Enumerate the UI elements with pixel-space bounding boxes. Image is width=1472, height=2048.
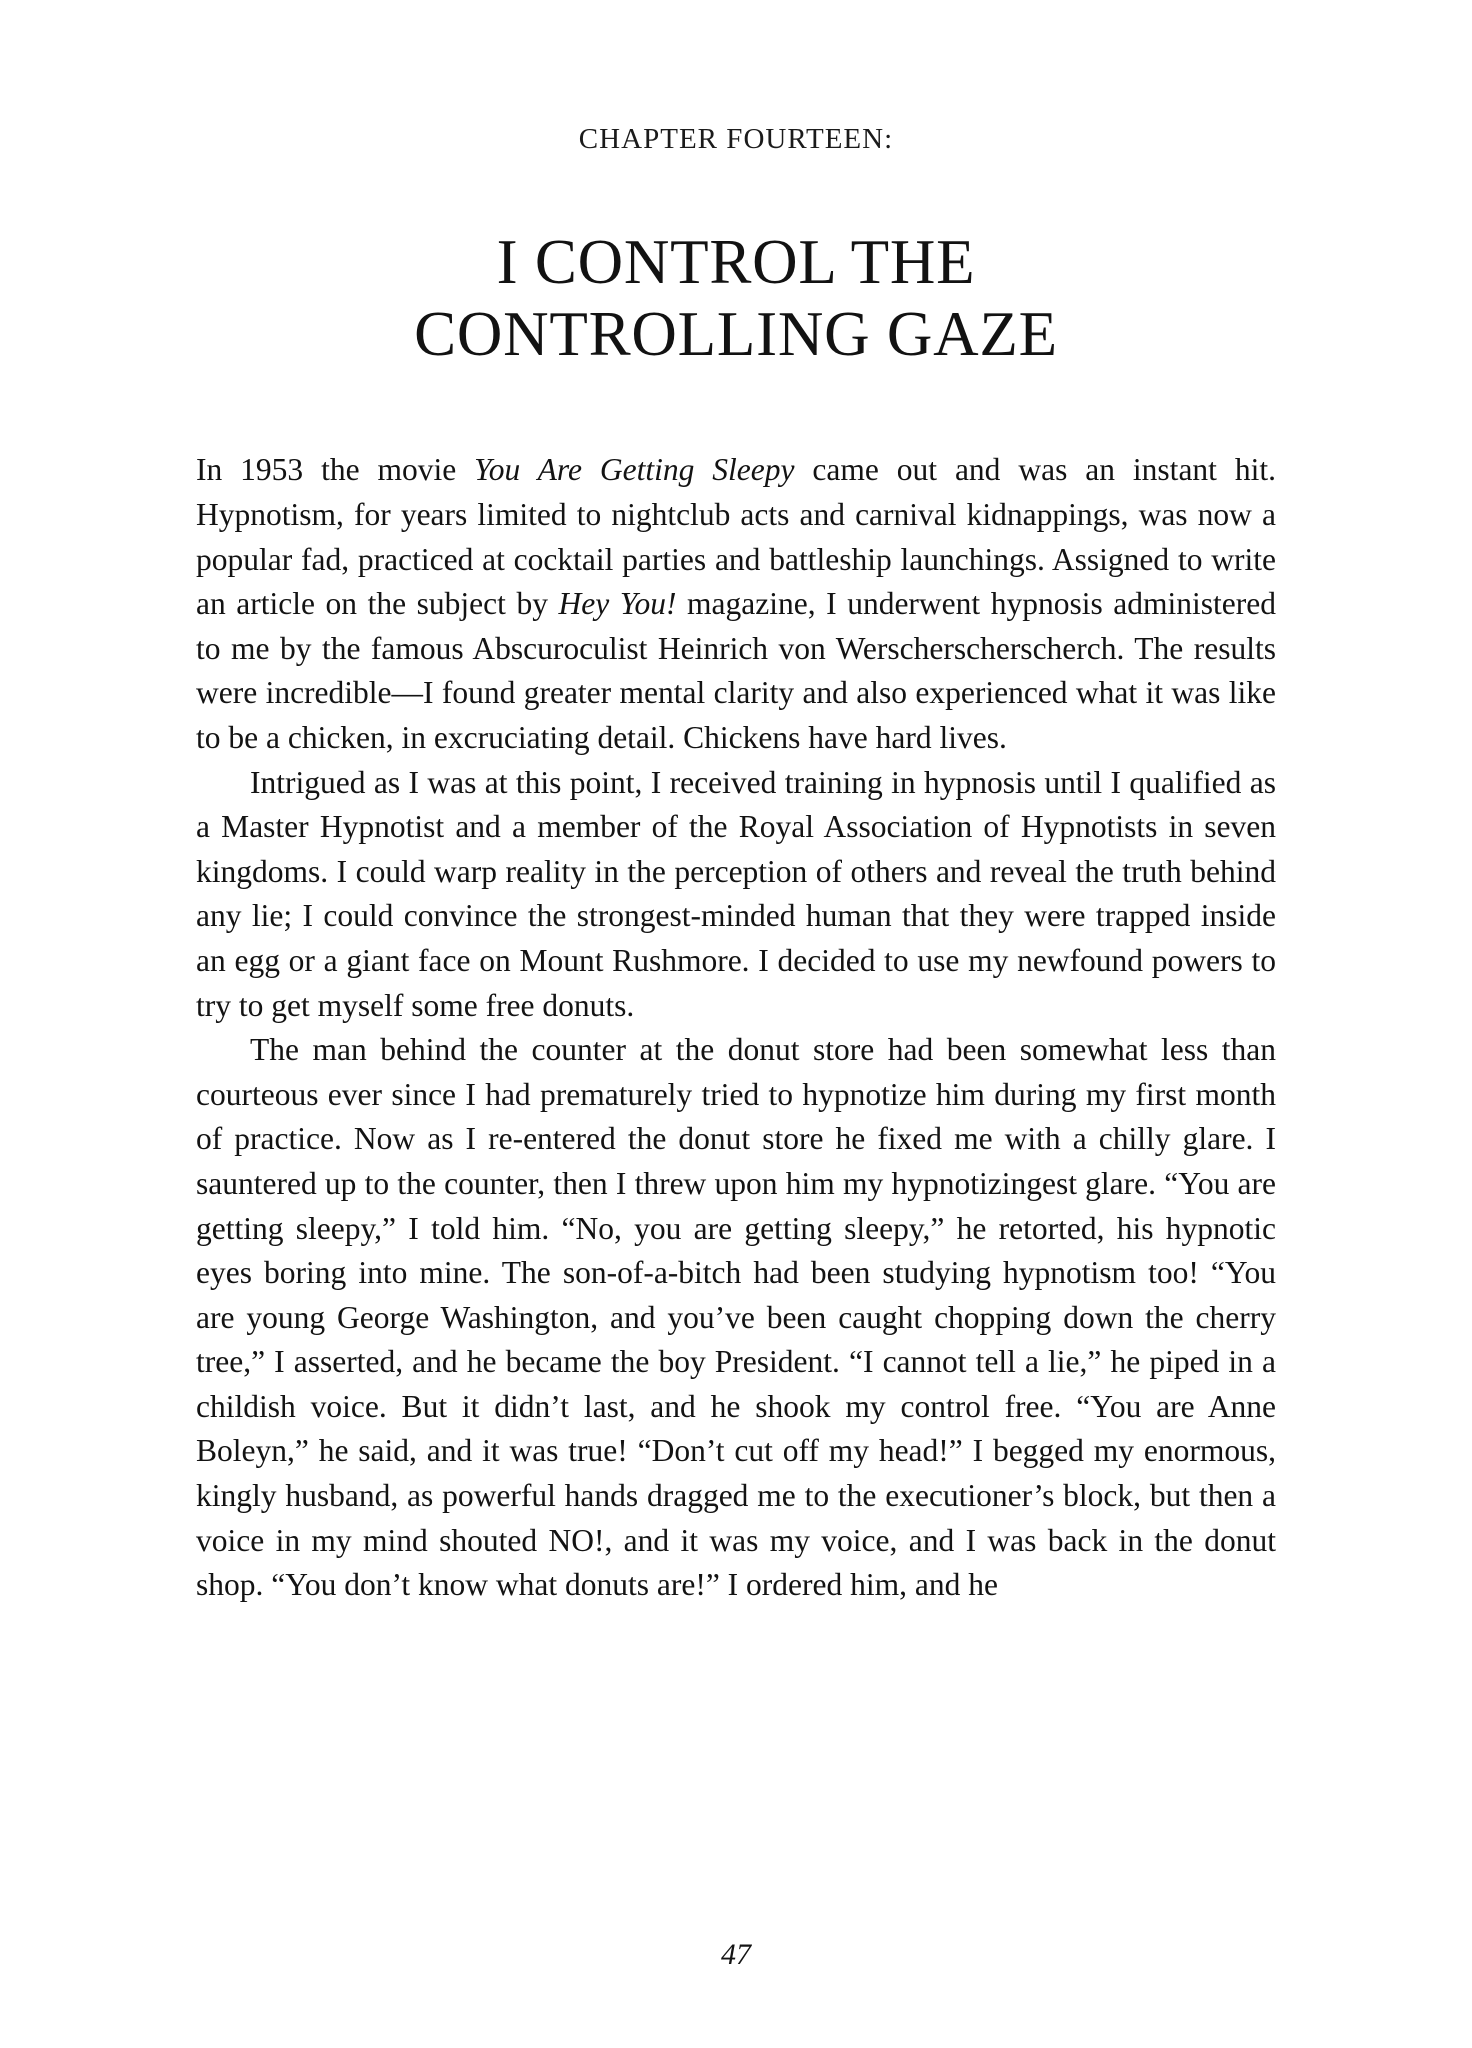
- paragraph-1: [196, 448, 1276, 760]
- page-content-column: [196, 0, 1276, 2048]
- paragraph-1-segment-3: magazine, I underwent hypnosis administered to me by the famous Abscuroculist Heinrich von Werscherscherscherch. The results were incredible—I found greater mental clarity and also experienced what it was like to be a chicken, in excruciating detail. Chickens have hard lives.: [196, 586, 1277, 755]
- chapter-label: CHAPTER FOURTEEN:: [578, 123, 894, 155]
- magazine-title-italic: Hey You!: [558, 586, 677, 622]
- body-text: [196, 448, 1276, 1607]
- paragraph-2: Intrigued as I was at this point, I received training in hypnosis until I qualified as a Master Hypnotist and a member of the Royal Association of Hypnotists in seven kingdoms. I could warp reality in the perception of others and reveal the truth behind any lie; I could convince the strongest-minded human that they were trapped inside an egg or a giant face on Mount Rushmore. I decided to use my newfound powers to try to get myself some free donuts.: [196, 764, 1276, 1023]
- chapter-title-line-1: I CONTROL THE: [496, 226, 976, 297]
- chapter-title-line-2: CONTROLLING GAZE: [414, 298, 1058, 369]
- page-number: 47: [721, 1938, 751, 1971]
- movie-title-italic: You Are Getting Sleepy: [474, 452, 795, 488]
- page-title: [196, 227, 1276, 371]
- paragraph-1-segment-1: In 1953 the movie: [196, 452, 475, 488]
- paragraph-1-segment-2: came out and was an instant hit. Hypnotism, for years limited to nightclub acts and carnival kidnappings, was now a popular fad, practiced at cocktail parties and battleship launchings. Assigned to write an article on the subject by: [196, 452, 1276, 622]
- paragraph-3: The man behind the counter at the donut store had been somewhat less than courteous ever since I had prematurely tried to hypnotize him during my first month of practice. Now as I re-entered the donut store he fixed me with a chilly glare. I sauntered up to the counter, then I threw upon him my hypnotizingest glare. “You are getting sleepy,” I told him. “No, you are getting sleepy,” he retorted, his hypnotic eyes boring into mine. The son-of-a-bitch had been studying hypnotism too! “You are young George Washington, and you’ve been caught chopping down the cherry tree,” I asserted, and he became the boy President. “I cannot tell a lie,” he piped in a childish voice. But it didn’t last, and he shook my control free. “You are Anne Boleyn,” he said, and it was true! “Don’t cut off my head!” I begged my enormous, kingly husband, as powerful hands dragged me to the executioner’s block, but then a voice in my mind shouted NO!, and it was my voice, and I was back in the donut shop. “You don’t know what donuts are!” I ordered him, and he: [196, 1032, 1276, 1603]
